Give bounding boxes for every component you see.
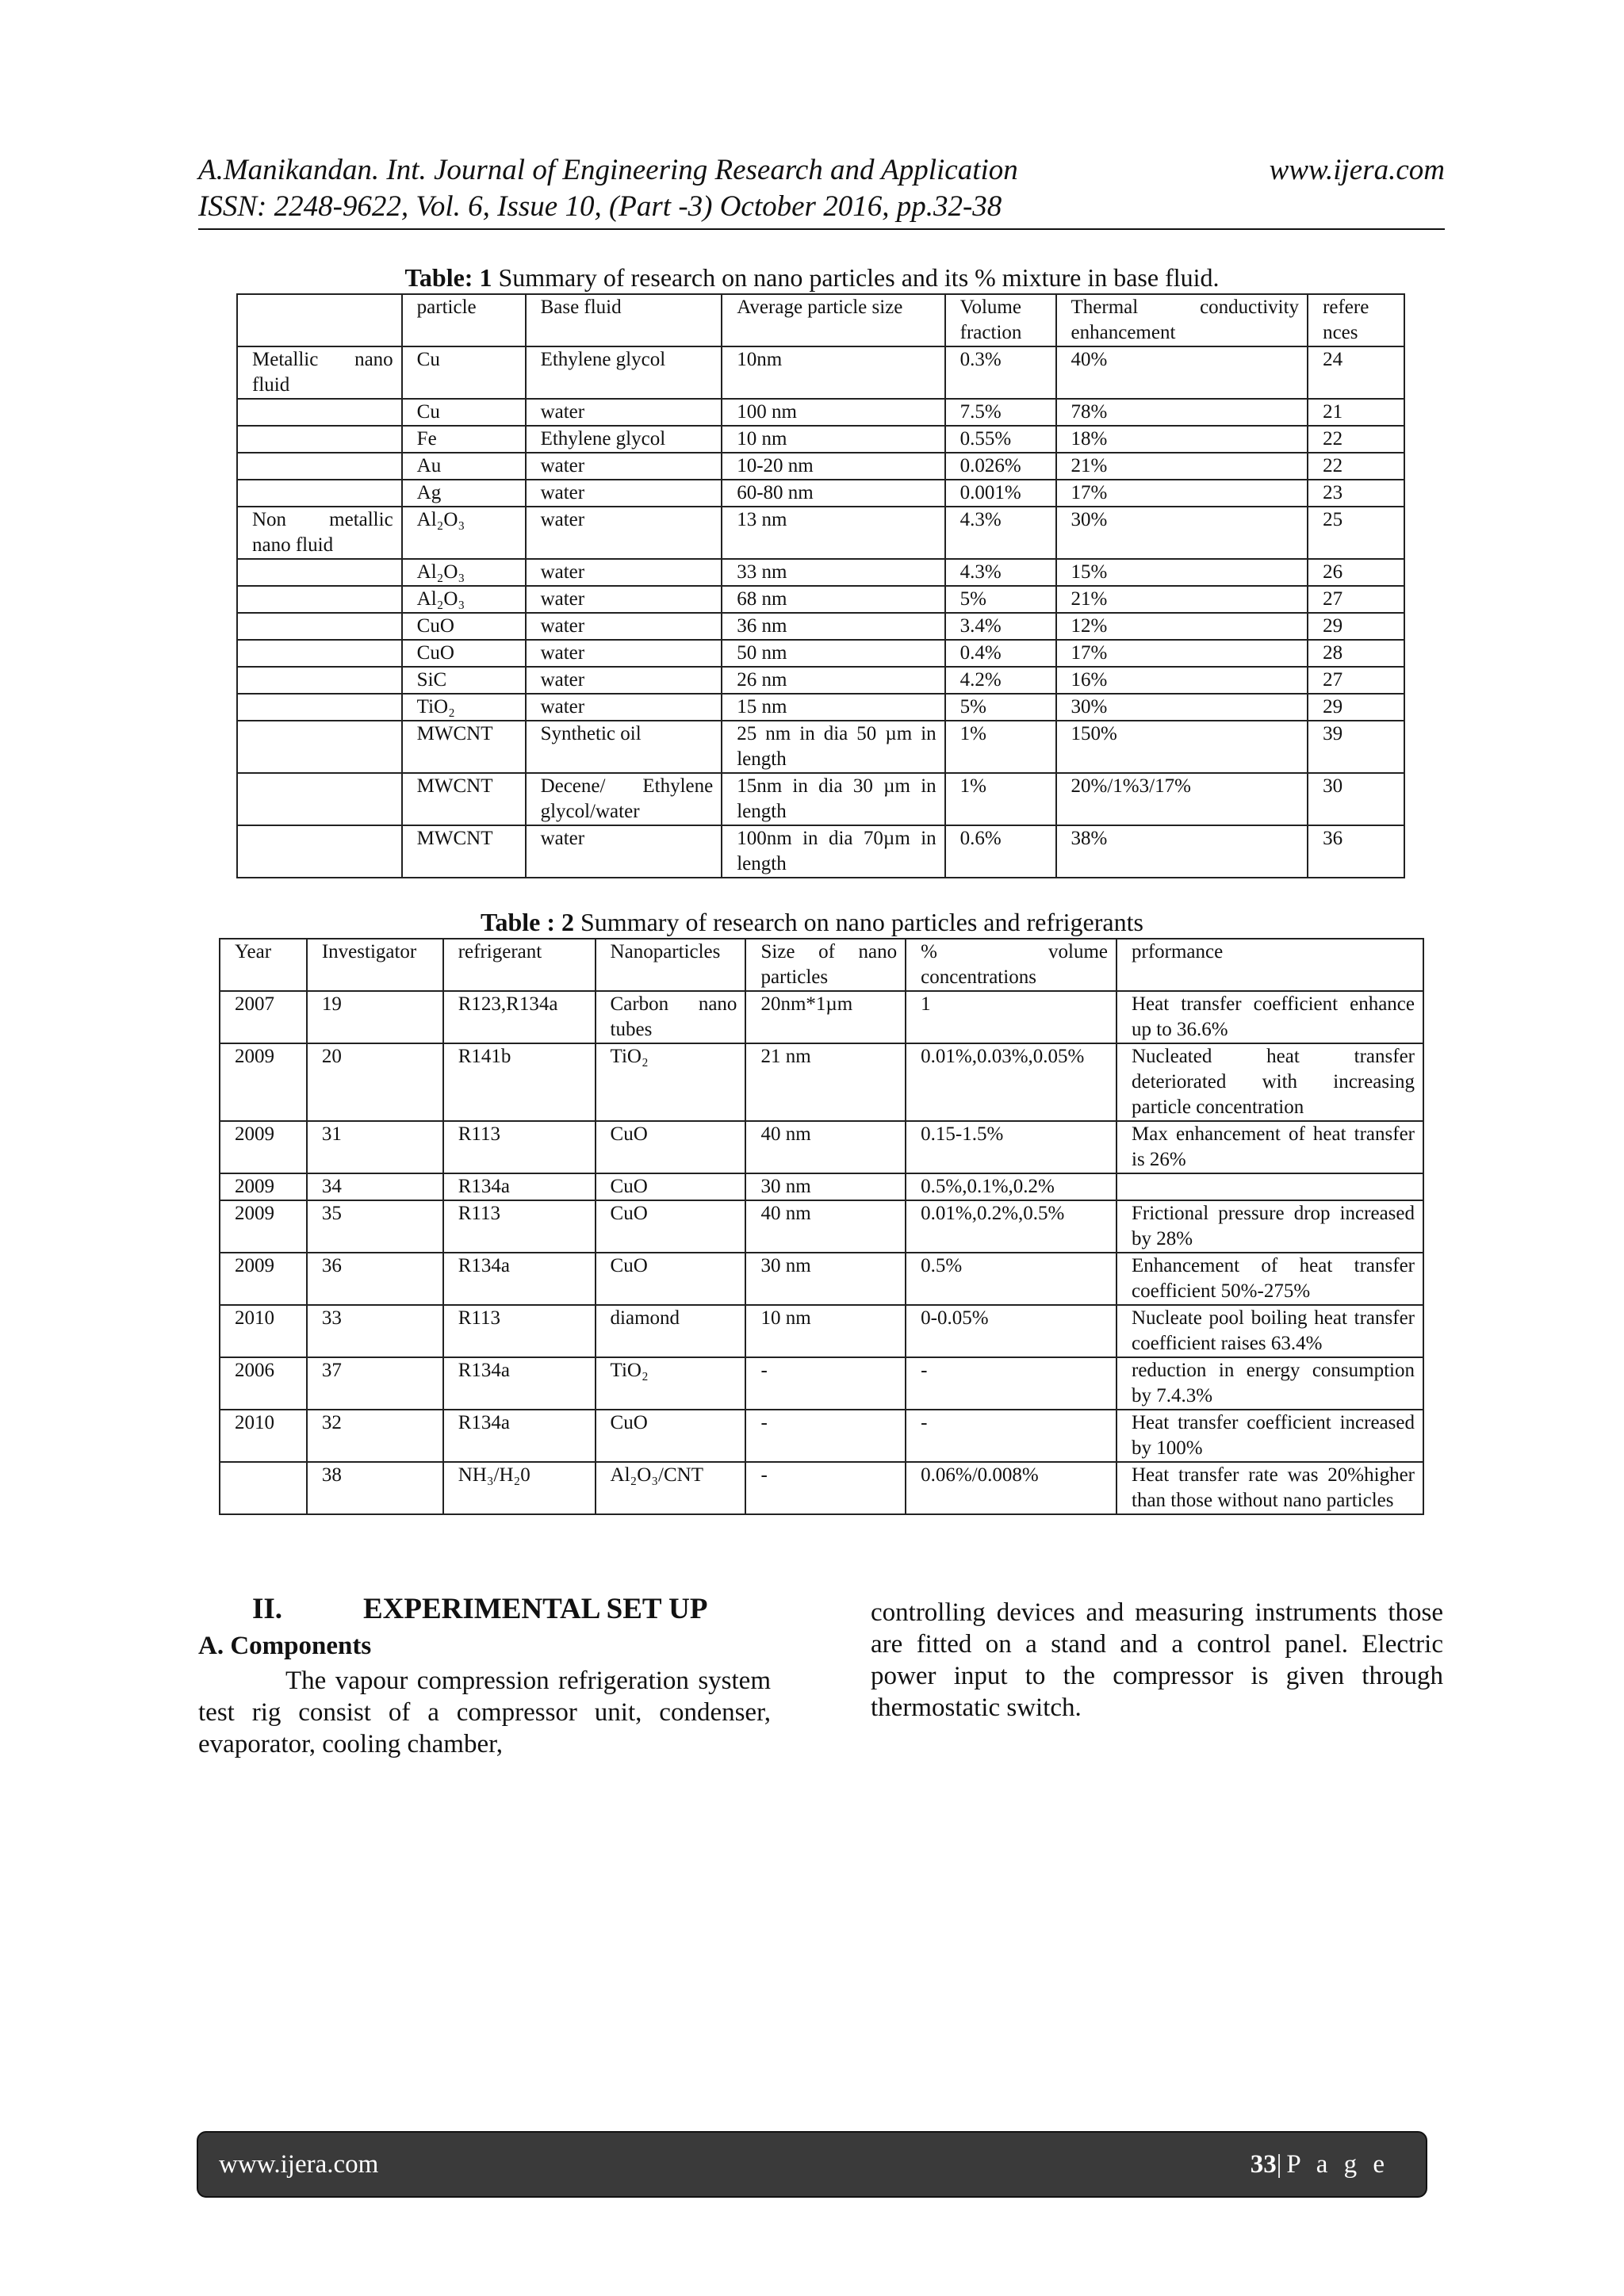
table-row [220, 1462, 1423, 1514]
running-header [198, 152, 1445, 225]
table-cell: 30 nm [745, 1253, 906, 1305]
table-cell: Max enhancement of heat transfer is 26% [1116, 1121, 1423, 1173]
table-cell: CuO [596, 1253, 746, 1305]
table2-caption [0, 908, 1624, 937]
table-cell: 29 [1308, 694, 1404, 721]
table-cell: 30% [1056, 694, 1308, 721]
header-row [220, 939, 1423, 991]
journal-citation: A.Manikandan. Int. Journal of Engineering Research and Application [198, 154, 1018, 186]
table-cell: 15% [1056, 559, 1308, 586]
table-cell: Al₂O₃/CNT [596, 1462, 746, 1514]
table-row [237, 586, 1404, 613]
table-row [237, 640, 1404, 667]
table-cell: Enhancement of heat transfer coefficient 50%-275% [1116, 1253, 1423, 1305]
table-cell: 15 nm [722, 694, 944, 721]
table-row [237, 613, 1404, 640]
table-cell: 21% [1056, 453, 1308, 480]
table-cell: 16% [1056, 667, 1308, 694]
table-cell: water [526, 480, 722, 507]
table-cell: Fe [402, 426, 526, 453]
footer-website: www.ijera.com [219, 2149, 379, 2179]
table-cell: 2010 [220, 1410, 307, 1462]
table-cell: CuO [402, 640, 526, 667]
table-cell: 33 [307, 1305, 443, 1357]
table-cell: Heat transfer coefficient enhance up to 36.6% [1116, 991, 1423, 1043]
table-row [237, 721, 1404, 773]
table-cell: R141b [443, 1043, 596, 1121]
subsection-heading: A. Components [198, 1632, 372, 1660]
table-cell: Heat transfer coefficient increased by 100% [1116, 1410, 1423, 1462]
table-cell: 5% [945, 586, 1056, 613]
table-cell [237, 613, 402, 640]
page-label: |P a g e [1276, 2149, 1389, 2179]
table-cell: 12% [1056, 613, 1308, 640]
table-cell [237, 453, 402, 480]
table-cell: 0.01%,0.2%,0.5% [906, 1200, 1116, 1253]
table-cell [237, 586, 402, 613]
table1-caption-text: Summary of research on nano particles and its % mixture in base fluid. [492, 263, 1220, 292]
table-cell: 40% [1056, 346, 1308, 399]
table-cell: 26 nm [722, 667, 944, 694]
table-cell [237, 426, 402, 453]
table-cell: 2009 [220, 1173, 307, 1200]
table-cell: Synthetic oil [526, 721, 722, 773]
table-cell: Ag [402, 480, 526, 507]
table-cell: Cu [402, 346, 526, 399]
column-header: Investigator [307, 939, 443, 991]
table-cell: 5% [945, 694, 1056, 721]
table-cell: 2009 [220, 1121, 307, 1173]
table-cell: 39 [1308, 721, 1404, 773]
table-cell: 2009 [220, 1200, 307, 1253]
body-paragraph-left: The vapour compression refrigeration system test rig consist of a compressor unit, condenser, evaporator, cooling chamber, [198, 1667, 771, 1758]
table-cell: 37 [307, 1357, 443, 1410]
table-cell: Ethylene glycol [526, 426, 722, 453]
column-header [237, 294, 402, 346]
table-cell: SiC [402, 667, 526, 694]
table-cell: Cu [402, 399, 526, 426]
table-cell: 100nm in dia 70µm in length [722, 825, 944, 878]
table-cell: 0.5% [906, 1253, 1116, 1305]
table-cell: 2007 [220, 991, 307, 1043]
issn-line: ISSN: 2248-9622, Vol. 6, Issue 10, (Part -3) October 2016, pp.32-38 [198, 190, 1002, 223]
table-cell: 26 [1308, 559, 1404, 586]
table2 [219, 938, 1424, 1515]
table-cell: TiO₂ [596, 1357, 746, 1410]
table-cell: Decene/ Ethylene glycol/water [526, 773, 722, 825]
column-header: Volume fraction [945, 294, 1056, 346]
table1-caption [0, 263, 1624, 293]
table-row [237, 559, 1404, 586]
table-row [237, 480, 1404, 507]
table-cell: 10 nm [745, 1305, 906, 1357]
table-cell: 36 [1308, 825, 1404, 878]
table-cell: TiO₂ [596, 1043, 746, 1121]
table-cell: 25 nm in dia 50 µm in length [722, 721, 944, 773]
table-cell: 7.5% [945, 399, 1056, 426]
table-cell: 100 nm [722, 399, 944, 426]
section-number: II. [252, 1593, 283, 1625]
table-cell: R134a [443, 1410, 596, 1462]
table-cell: 17% [1056, 640, 1308, 667]
body-paragraph-right: controlling devices and measuring instruments those are fitted on a stand and a control panel. Electric power input to the compressor is given through thermostatic switch. [871, 1598, 1443, 1722]
table-row [220, 1043, 1423, 1121]
table-cell: Al₂O₃ [402, 559, 526, 586]
table-cell: 21% [1056, 586, 1308, 613]
column-header: Average particle size [722, 294, 944, 346]
table-cell: 0.026% [945, 453, 1056, 480]
table-cell: 21 nm [745, 1043, 906, 1121]
table-cell: 25 [1308, 507, 1404, 559]
table-cell: CuO [596, 1200, 746, 1253]
table-cell: water [526, 613, 722, 640]
table-cell: - [906, 1410, 1116, 1462]
table-cell: 2009 [220, 1043, 307, 1121]
table-cell: Ethylene glycol [526, 346, 722, 399]
table-cell: 78% [1056, 399, 1308, 426]
table-cell: 20 [307, 1043, 443, 1121]
table-cell: 34 [307, 1173, 443, 1200]
page-number: 33 [1250, 2149, 1277, 2179]
table-cell: 10-20 nm [722, 453, 944, 480]
table-cell: water [526, 640, 722, 667]
table-cell: 21 [1308, 399, 1404, 426]
table-cell: 15nm in dia 30 µm in length [722, 773, 944, 825]
table-cell: 1% [945, 721, 1056, 773]
table-cell [237, 825, 402, 878]
table-cell [237, 667, 402, 694]
table-cell: 27 [1308, 667, 1404, 694]
column-header: particle [402, 294, 526, 346]
table-cell: water [526, 667, 722, 694]
header-row [237, 294, 1404, 346]
table-cell: 27 [1308, 586, 1404, 613]
column-header: Year [220, 939, 307, 991]
table-row [220, 1121, 1423, 1173]
table-cell: 22 [1308, 453, 1404, 480]
column-header: Nanoparticles [596, 939, 746, 991]
table-cell: 0.3% [945, 346, 1056, 399]
column-header: Size of nano particles [745, 939, 906, 991]
table-cell: Au [402, 453, 526, 480]
table-cell: 30 [1308, 773, 1404, 825]
table-row [237, 825, 1404, 878]
table2-caption-label: Table : 2 [481, 908, 574, 936]
table-row [237, 507, 1404, 559]
header-rule [198, 228, 1445, 230]
table-cell: R113 [443, 1121, 596, 1173]
table-cell [1116, 1173, 1423, 1200]
table-cell: 31 [307, 1121, 443, 1173]
table-cell [237, 399, 402, 426]
column-header: refrigerant [443, 939, 596, 991]
table-cell: 2009 [220, 1253, 307, 1305]
table-cell: 0.5%,0.1%,0.2% [906, 1173, 1116, 1200]
table1-caption-label: Table: 1 [404, 263, 492, 292]
table-cell: 22 [1308, 426, 1404, 453]
table-cell: water [526, 507, 722, 559]
table-cell [237, 694, 402, 721]
column-header: Thermal conductivity enhancement [1056, 294, 1308, 346]
table-cell: Carbon nano tubes [596, 991, 746, 1043]
table-cell: 32 [307, 1410, 443, 1462]
table-cell: R113 [443, 1200, 596, 1253]
table2-caption-text: Summary of research on nano particles and refrigerants [574, 908, 1143, 936]
journal-website: www.ijera.com [1269, 154, 1445, 186]
table-cell: 1% [945, 773, 1056, 825]
table-cell: 10 nm [722, 426, 944, 453]
table-cell: Nucleate pool boiling heat transfer coefficient raises 63.4% [1116, 1305, 1423, 1357]
table-cell: MWCNT [402, 721, 526, 773]
table-cell: 23 [1308, 480, 1404, 507]
table-cell: water [526, 694, 722, 721]
table-cell: Non metallic nano fluid [237, 507, 402, 559]
table-cell: MWCNT [402, 825, 526, 878]
table-cell: Nucleated heat transfer deteriorated with increasing particle concentration [1116, 1043, 1423, 1121]
table-cell: CuO [596, 1410, 746, 1462]
table-cell: 29 [1308, 613, 1404, 640]
table-cell: 2010 [220, 1305, 307, 1357]
table-cell: R134a [443, 1173, 596, 1200]
table-cell: 2006 [220, 1357, 307, 1410]
table-cell: 38 [307, 1462, 443, 1514]
table-cell: 60-80 nm [722, 480, 944, 507]
table-cell [237, 559, 402, 586]
table-cell: 10nm [722, 346, 944, 399]
table-cell: water [526, 586, 722, 613]
table-cell: CuO [596, 1121, 746, 1173]
table-row [220, 1253, 1423, 1305]
table-cell: 38% [1056, 825, 1308, 878]
table-cell: 28 [1308, 640, 1404, 667]
table-cell: CuO [402, 613, 526, 640]
table-row [237, 453, 1404, 480]
table-cell: 33 nm [722, 559, 944, 586]
table-cell: 0-0.05% [906, 1305, 1116, 1357]
table-cell: 50 nm [722, 640, 944, 667]
table-cell: water [526, 825, 722, 878]
table-cell: - [745, 1357, 906, 1410]
table-cell: 18% [1056, 426, 1308, 453]
table-cell: 20%/1%3/17% [1056, 773, 1308, 825]
table-cell: reduction in energy consumption by 7.4.3% [1116, 1357, 1423, 1410]
table1 [236, 293, 1405, 878]
table-cell: 68 nm [722, 586, 944, 613]
table-cell: 4.3% [945, 559, 1056, 586]
table-row [220, 1173, 1423, 1200]
column-header: Base fluid [526, 294, 722, 346]
table-cell: Al₂O₃ [402, 586, 526, 613]
table-cell: R134a [443, 1253, 596, 1305]
table-row [220, 1305, 1423, 1357]
table-row [220, 991, 1423, 1043]
table-cell: 0.06%/0.008% [906, 1462, 1116, 1514]
table-cell [237, 480, 402, 507]
table-cell: 36 nm [722, 613, 944, 640]
table-cell: R134a [443, 1357, 596, 1410]
table-cell: R113 [443, 1305, 596, 1357]
table-cell: TiO₂ [402, 694, 526, 721]
table-row [237, 399, 1404, 426]
table-cell: 0.6% [945, 825, 1056, 878]
table-cell: 17% [1056, 480, 1308, 507]
table-cell: 19 [307, 991, 443, 1043]
table-cell: 24 [1308, 346, 1404, 399]
table-cell [237, 721, 402, 773]
table-cell: 0.01%,0.03%,0.05% [906, 1043, 1116, 1121]
table-cell: - [745, 1462, 906, 1514]
table-cell: 4.3% [945, 507, 1056, 559]
table-cell: 40 nm [745, 1121, 906, 1173]
table-cell: 20nm*1µm [745, 991, 906, 1043]
table-cell: R123,R134a [443, 991, 596, 1043]
table-cell: 13 nm [722, 507, 944, 559]
table-cell: 150% [1056, 721, 1308, 773]
table-cell: 0.15-1.5% [906, 1121, 1116, 1173]
table-cell: Heat transfer rate was 20%higher than those without nano particles [1116, 1462, 1423, 1514]
table-row [220, 1410, 1423, 1462]
table-cell [237, 640, 402, 667]
section-heading [252, 1592, 708, 1626]
table-cell: water [526, 399, 722, 426]
table-cell [220, 1462, 307, 1514]
table-cell: 0.001% [945, 480, 1056, 507]
table-row [237, 426, 1404, 453]
table-cell: 4.2% [945, 667, 1056, 694]
table-cell: 0.55% [945, 426, 1056, 453]
table-cell: CuO [596, 1173, 746, 1200]
table-row [220, 1200, 1423, 1253]
column-header: refere nces [1308, 294, 1404, 346]
table-cell: 30 nm [745, 1173, 906, 1200]
table-row [237, 346, 1404, 399]
column-header: % volume concentrations [906, 939, 1116, 991]
table-cell: 35 [307, 1200, 443, 1253]
table-row [237, 773, 1404, 825]
section-title: EXPERIMENTAL SET UP [363, 1593, 708, 1625]
page-footer [197, 2131, 1427, 2198]
table-cell: Metallic nano fluid [237, 346, 402, 399]
table-cell: water [526, 559, 722, 586]
table-cell: diamond [596, 1305, 746, 1357]
table-cell: water [526, 453, 722, 480]
table-cell [237, 773, 402, 825]
table-cell: 1 [906, 991, 1116, 1043]
table-cell: Frictional pressure drop increased by 28% [1116, 1200, 1423, 1253]
table-cell: 40 nm [745, 1200, 906, 1253]
column-header: prformance [1116, 939, 1423, 991]
table-cell: - [906, 1357, 1116, 1410]
table-cell: - [745, 1410, 906, 1462]
table-cell: MWCNT [402, 773, 526, 825]
table-cell: 36 [307, 1253, 443, 1305]
table-cell: 3.4% [945, 613, 1056, 640]
table-cell: 0.4% [945, 640, 1056, 667]
table-cell: 30% [1056, 507, 1308, 559]
page-number-block [1251, 2150, 1389, 2179]
table-row [237, 694, 1404, 721]
table-row [220, 1357, 1423, 1410]
table-cell: Al₂O₃ [402, 507, 526, 559]
table-row [237, 667, 1404, 694]
table-cell: NH₃/H₂0 [443, 1462, 596, 1514]
